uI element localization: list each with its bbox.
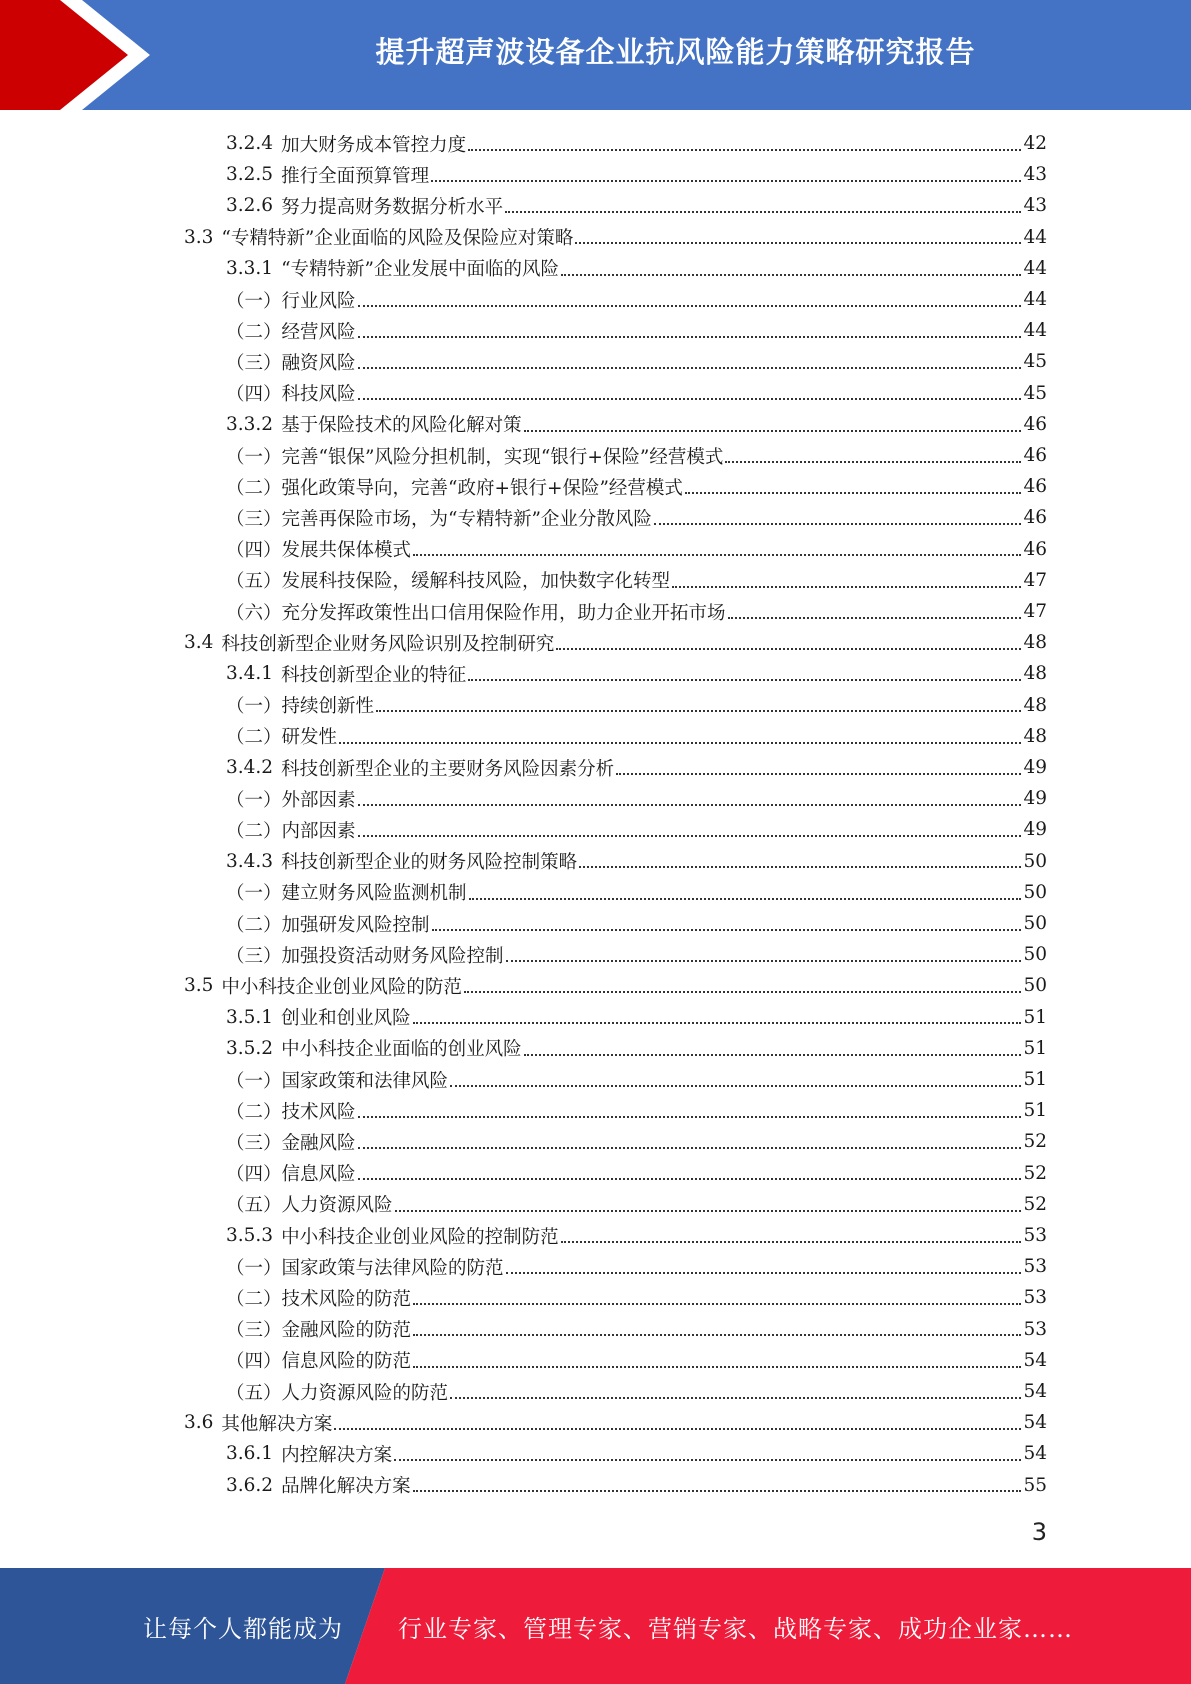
- toc-entry[interactable]: [226, 846, 1047, 877]
- toc-entry-title: 技术风险的防范: [281, 1288, 412, 1310]
- toc-leader-dots: [450, 1378, 1021, 1399]
- toc-leader-dots: [358, 1160, 1022, 1181]
- toc-entry-page: 52: [1023, 1131, 1047, 1153]
- toc-leader-dots: [413, 1347, 1021, 1368]
- toc-entry-title: 人力资源风险: [281, 1195, 393, 1217]
- toc-entry[interactable]: [184, 627, 1047, 658]
- toc-leader-dots: [358, 286, 1022, 307]
- toc-entry[interactable]: [226, 721, 1047, 752]
- toc-entry-page: 50: [1023, 975, 1047, 997]
- toc-leader-dots: [432, 910, 1022, 931]
- toc-leader-dots: [358, 1097, 1022, 1118]
- toc-entry-number: （三）: [226, 508, 282, 530]
- toc-leader-dots: [334, 1409, 1021, 1430]
- toc-entry-title: 内部因素: [281, 820, 356, 842]
- toc-entry-page: 50: [1023, 944, 1047, 966]
- toc-leader-dots: [413, 1004, 1022, 1025]
- toc-entry-number: 3.6.2: [226, 1474, 274, 1496]
- toc-entry-number: 3.3.1: [226, 257, 274, 279]
- toc-entry-number: （一）: [226, 883, 282, 905]
- toc-entry-title: 科技创新型企业财务风险识别及控制研究: [221, 633, 555, 655]
- toc-entry[interactable]: [226, 1438, 1047, 1469]
- toc-entry-number: （一）: [226, 290, 282, 312]
- toc-entry-title: 建立财务风险监测机制: [281, 883, 467, 905]
- toc-leader-dots: [672, 567, 1021, 588]
- toc-entry-page: 54: [1023, 1349, 1047, 1371]
- toc-leader-dots: [728, 598, 1022, 619]
- toc-entry-page: 51: [1023, 1006, 1047, 1028]
- toc-entry[interactable]: [226, 346, 1047, 377]
- toc-entry-title: 金融风险: [281, 1132, 356, 1154]
- toc-entry-title: 融资风险: [281, 352, 356, 374]
- toc-entry-page: 44: [1023, 257, 1047, 279]
- toc-entry-title: 金融风险的防范: [281, 1320, 412, 1342]
- toc-entry-page: 42: [1023, 133, 1047, 154]
- footer-banner: [0, 1568, 1191, 1684]
- toc-leader-dots: [464, 973, 1022, 994]
- toc-entry-title: 推行全面预算管理: [281, 165, 430, 187]
- toc-entry[interactable]: [226, 1033, 1047, 1064]
- toc-entry-number: 3.3.2: [226, 413, 274, 435]
- toc-entry-title: 国家政策与法律风险的防范: [281, 1257, 504, 1279]
- toc-entry-page: 46: [1023, 538, 1047, 560]
- toc-entry-title: 科技风险: [281, 384, 356, 406]
- toc-entry-title: 中小科技企业面临的创业风险: [281, 1039, 522, 1061]
- toc-entry-title: 内控解决方案: [281, 1444, 393, 1466]
- toc-entry-number: （三）: [226, 352, 282, 374]
- toc-entry-number: 3.4.3: [226, 850, 274, 872]
- toc-entry-page: 50: [1023, 913, 1047, 934]
- toc-entry-title: 创业和创业风险: [281, 1008, 411, 1030]
- toc-entry[interactable]: [226, 1376, 1047, 1407]
- toc-leader-dots: [358, 1129, 1022, 1150]
- toc-entry-number: （一）: [226, 789, 282, 811]
- toc-entry[interactable]: [226, 409, 1047, 440]
- toc-entry-number: 3.5.3: [226, 1225, 274, 1246]
- toc-leader-dots: [468, 661, 1021, 682]
- toc-entry-number: （五）: [226, 571, 282, 593]
- toc-entry-page: 44: [1023, 320, 1047, 342]
- toc-entry-title: 人力资源风险的防范: [281, 1382, 449, 1404]
- toc-entry-title: 科技创新型企业的特征: [281, 664, 467, 686]
- toc-entry-page: 46: [1023, 476, 1047, 498]
- toc-leader-dots: [431, 161, 1021, 182]
- toc-leader-dots: [524, 411, 1022, 432]
- toc-entry[interactable]: [184, 1407, 1047, 1438]
- toc-entry-number: （二）: [226, 477, 282, 499]
- toc-entry-number: （一）: [226, 1070, 282, 1092]
- toc-entry-page: 53: [1023, 1287, 1047, 1309]
- toc-entry-title: 加强研发风险控制: [281, 914, 430, 936]
- toc-entry[interactable]: [226, 253, 1047, 284]
- toc-entry-page: 47: [1023, 569, 1047, 591]
- toc-entry-number: 3.4.2: [226, 757, 274, 778]
- toc-leader-dots: [505, 193, 1021, 214]
- toc-leader-dots: [725, 442, 1021, 463]
- toc-entry-number: （一）: [226, 696, 282, 718]
- toc-entry[interactable]: [226, 658, 1047, 689]
- toc-entry-page: 44: [1023, 289, 1047, 310]
- toc-entry-title: 科技创新型企业的主要财务风险因素分析: [281, 758, 615, 780]
- toc-leader-dots: [685, 473, 1022, 494]
- toc-leader-dots: [468, 130, 1021, 151]
- toc-leader-dots: [556, 629, 1021, 650]
- toc-leader-dots: [561, 1222, 1022, 1243]
- toc-entry-page: 54: [1023, 1443, 1047, 1465]
- toc-entry-page: 48: [1023, 663, 1047, 685]
- toc-entry-page: 53: [1023, 1225, 1047, 1246]
- toc-entry[interactable]: [226, 1314, 1047, 1345]
- toc-entry[interactable]: [226, 814, 1047, 845]
- toc-leader-dots: [394, 1441, 1021, 1462]
- toc-entry-title: 信息风险: [281, 1164, 356, 1186]
- toc-entry-number: （二）: [226, 727, 282, 749]
- toc-entry[interactable]: [226, 1282, 1047, 1313]
- toc-entry-page: 46: [1023, 445, 1047, 466]
- toc-entry-title: 加大财务成本管控力度: [281, 134, 467, 156]
- toc-entry-page: 43: [1023, 164, 1047, 186]
- toc-entry-number: （四）: [226, 540, 282, 562]
- toc-entry-title: 发展共保体模式: [281, 540, 412, 562]
- toc-entry-title: 其他解决方案: [221, 1413, 333, 1435]
- toc-leader-dots: [506, 1253, 1022, 1274]
- toc-entry-title: 完善“银保”风险分担机制，实现“银行+保险”经营模式: [281, 446, 724, 468]
- toc-entry-page: 44: [1023, 226, 1047, 248]
- toc-entry-page: 53: [1023, 1318, 1047, 1340]
- toc-entry-title: 发展科技保险，缓解科技风险，加快数字化转型: [281, 571, 671, 593]
- toc-entry[interactable]: [226, 534, 1047, 565]
- toc-entry[interactable]: [226, 159, 1047, 190]
- toc-entry-page: 46: [1023, 507, 1047, 529]
- toc-entry-number: 3.2.5: [226, 164, 274, 186]
- toc-entry-page: 48: [1023, 725, 1047, 747]
- toc-leader-dots: [413, 1316, 1021, 1337]
- toc-entry[interactable]: [226, 908, 1047, 939]
- toc-entry[interactable]: [226, 1002, 1047, 1033]
- toc-entry-title: 充分发挥政策性出口信用保险作用，助力企业开拓市场: [281, 602, 726, 624]
- toc-entry-title: 加强投资活动财务风险控制: [281, 945, 504, 967]
- header-bar: [0, 0, 1191, 110]
- footer-slogan-left: 让每个人都能成为: [143, 1614, 343, 1643]
- toc-entry-title: 研发性: [281, 727, 338, 749]
- toc-entry[interactable]: [226, 1064, 1047, 1095]
- toc-entry-title: 中小科技企业创业风险的控制防范: [281, 1226, 559, 1248]
- toc-leader-dots: [413, 1472, 1022, 1493]
- toc-entry-title: 强化政策导向，完善“政府+银行+保险”经营模式: [281, 477, 683, 499]
- toc-entry-number: 3.5: [184, 975, 214, 997]
- toc-entry-page: 53: [1023, 1256, 1047, 1278]
- toc-leader-dots: [524, 1035, 1022, 1056]
- toc-entry[interactable]: [226, 378, 1047, 409]
- toc-entry[interactable]: [226, 1126, 1047, 1157]
- toc-entry-number: 3.6.1: [226, 1443, 274, 1465]
- toc-entry-title: “专精特新”企业面临的风险及保险应对策略: [221, 228, 574, 250]
- toc-leader-dots: [339, 723, 1021, 744]
- toc-entry[interactable]: [226, 502, 1047, 533]
- toc-entry[interactable]: [226, 1220, 1047, 1251]
- toc-entry[interactable]: [226, 565, 1047, 596]
- toc-entry[interactable]: [226, 690, 1047, 721]
- toc-entry[interactable]: [184, 222, 1047, 253]
- toc-entry-number: （六）: [226, 602, 282, 624]
- toc-entry-number: 3.2.6: [226, 195, 274, 217]
- toc-leader-dots: [376, 692, 1021, 713]
- toc-entry-title: 行业风险: [281, 290, 356, 312]
- toc-entry-page: 48: [1023, 632, 1047, 654]
- toc-entry-number: 3.3: [184, 226, 214, 248]
- toc-entry-page: 50: [1023, 881, 1047, 903]
- toc-entry[interactable]: [226, 1470, 1047, 1501]
- toc-entry-page: 46: [1023, 413, 1047, 435]
- toc-entry[interactable]: [226, 1158, 1047, 1189]
- toc-entry-number: （二）: [226, 820, 282, 842]
- toc-entry-page: 51: [1023, 1037, 1047, 1059]
- toc-leader-dots: [654, 505, 1022, 526]
- toc-entry-title: 外部因素: [281, 789, 356, 811]
- toc-entry[interactable]: [226, 596, 1047, 627]
- toc-leader-dots: [616, 754, 1021, 775]
- toc-entry-title: 经营风险: [281, 321, 356, 343]
- toc-entry[interactable]: [226, 1345, 1047, 1376]
- toc-entry[interactable]: [226, 939, 1047, 970]
- toc-entry-number: 3.5.2: [226, 1037, 274, 1059]
- toc-leader-dots: [358, 380, 1022, 401]
- toc-entry-title: 品牌化解决方案: [281, 1476, 411, 1498]
- toc-entry-page: 47: [1023, 601, 1047, 622]
- toc-entry[interactable]: [226, 752, 1047, 783]
- toc-entry-number: 3.5.1: [226, 1006, 274, 1028]
- toc-entry[interactable]: [184, 970, 1047, 1001]
- toc-entry-title: 信息风险的防范: [281, 1351, 412, 1373]
- toc-entry-number: （二）: [226, 321, 282, 343]
- toc-entry-title: 基于保险技术的风险化解对策: [281, 415, 522, 437]
- toc-entry-page: 50: [1023, 850, 1047, 872]
- toc-entry-number: （一）: [226, 1257, 282, 1279]
- toc-leader-dots: [575, 224, 1021, 245]
- toc-entry-number: （二）: [226, 1288, 282, 1310]
- toc-entry-page: 45: [1023, 351, 1047, 373]
- toc-entry[interactable]: [226, 315, 1047, 346]
- toc-entry-number: （二）: [226, 914, 282, 936]
- toc-leader-dots: [358, 785, 1022, 806]
- toc-entry[interactable]: [226, 783, 1047, 814]
- toc-leader-dots: [469, 879, 1022, 900]
- toc-entry-page: 49: [1023, 788, 1047, 810]
- footer-slogan-right: 行业专家、管理专家、营销专家、战略专家、成功企业家……: [398, 1614, 1073, 1643]
- toc-entry-title: 技术风险: [281, 1101, 356, 1123]
- toc-entry-title: “专精特新”企业发展中面临的风险: [281, 259, 559, 281]
- toc-entry-number: 3.4: [184, 632, 214, 654]
- toc-entry-page: 51: [1023, 1069, 1047, 1090]
- toc-entry-number: （五）: [226, 1382, 282, 1404]
- toc-entry[interactable]: [226, 471, 1047, 502]
- toc-entry-page: 51: [1023, 1100, 1047, 1122]
- toc-leader-dots: [358, 817, 1022, 838]
- toc-leader-dots: [358, 317, 1022, 338]
- toc-entry-number: （三）: [226, 1320, 282, 1342]
- toc-entry[interactable]: [226, 440, 1047, 471]
- toc-entry-page: 55: [1023, 1474, 1047, 1496]
- toc-entry-title: 努力提高财务数据分析水平: [281, 196, 504, 218]
- toc-leader-dots: [358, 349, 1022, 370]
- toc-entry-page: 48: [1023, 694, 1047, 716]
- toc-leader-dots: [506, 941, 1022, 962]
- toc-entry-number: 3.6: [184, 1412, 214, 1434]
- toc-entry-page: 52: [1023, 1193, 1047, 1215]
- toc-entry[interactable]: [226, 1251, 1047, 1282]
- toc-leader-dots: [413, 1285, 1021, 1306]
- toc-leader-dots: [579, 848, 1021, 869]
- toc-entry-number: （四）: [226, 1351, 282, 1373]
- toc-entry-page: 54: [1023, 1381, 1047, 1402]
- toc-entry[interactable]: [226, 1189, 1047, 1220]
- toc-entry-number: 3.2.4: [226, 133, 274, 154]
- toc-entry[interactable]: [226, 190, 1047, 221]
- toc-entry[interactable]: [226, 284, 1047, 315]
- toc-entry-title: 国家政策和法律风险: [281, 1070, 449, 1092]
- toc-entry-page: 49: [1023, 819, 1047, 841]
- toc-entry-title: 中小科技企业创业风险的防范: [221, 976, 462, 998]
- toc-entry-title: 科技创新型企业的财务风险控制策略: [281, 852, 578, 874]
- toc-leader-dots: [561, 255, 1021, 276]
- toc-entry-number: （四）: [226, 384, 282, 406]
- toc-entry-number: 3.4.1: [226, 663, 274, 685]
- toc-entry[interactable]: [226, 128, 1047, 159]
- toc-entry-number: （三）: [226, 1132, 282, 1154]
- toc-entry-number: （五）: [226, 1195, 282, 1217]
- toc-entry-page: 52: [1023, 1162, 1047, 1184]
- toc-entry-page: 49: [1023, 757, 1047, 778]
- toc-entry[interactable]: [226, 1095, 1047, 1126]
- toc-entry-title: 完善再保险市场，为“专精特新”企业分散风险: [281, 508, 652, 530]
- toc-entry-number: （四）: [226, 1164, 282, 1186]
- toc-leader-dots: [413, 536, 1021, 557]
- toc-entry[interactable]: [226, 877, 1047, 908]
- toc-leader-dots: [450, 1066, 1021, 1087]
- toc-entry-page: 54: [1023, 1412, 1047, 1434]
- page-number: 3: [1031, 1518, 1047, 1546]
- document-title: 提升超声波设备企业抗风险能力策略研究报告: [375, 34, 976, 69]
- toc-entry-number: （一）: [226, 446, 282, 468]
- toc-entry-title: 持续创新性: [281, 696, 375, 718]
- toc-leader-dots: [395, 1191, 1022, 1212]
- toc-entry-number: （三）: [226, 945, 282, 967]
- toc-entry-number: （二）: [226, 1101, 282, 1123]
- toc-entry-page: 45: [1023, 382, 1047, 404]
- toc-entry-page: 43: [1023, 195, 1047, 217]
